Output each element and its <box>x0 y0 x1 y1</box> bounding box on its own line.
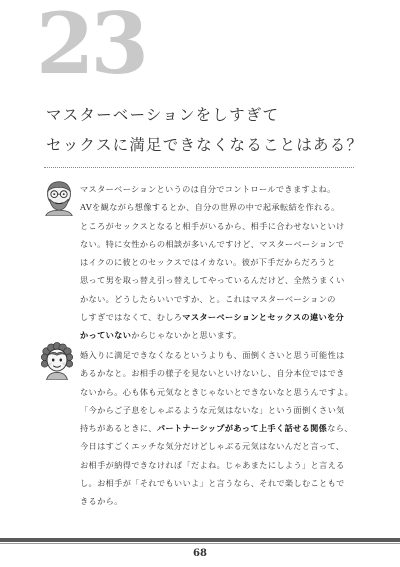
woman-curly-hair-avatar <box>38 342 76 380</box>
title-line-2: セックスに満足できなくなることはある？ <box>46 136 364 154</box>
text-fragment: しすぎではなくて、むしろ <box>80 312 183 323</box>
text-line: ないから。心も体も元気なときじゃないとできないなと思うんですよ。 <box>80 386 354 397</box>
text-line <box>80 419 368 437</box>
text-line: はイクのに彼とのセックスではイカない。彼が下手だからだろうと <box>80 257 336 268</box>
dotted-divider <box>44 167 354 168</box>
text-fragment: 持ちがあるときに、 <box>80 423 157 434</box>
text-line: マスターベーションというのは自分でコントロールできますよね。 <box>80 184 336 194</box>
text-line: 「今からご子息をしゃぶるような元気はないな」という面倒くさい気 <box>80 404 345 415</box>
text-line <box>80 308 368 326</box>
text-line: ない。特に女性からの相談が多いんですけど、マスターベーションで <box>80 238 345 249</box>
text-line <box>80 326 368 344</box>
text-fragment: からじゃないかと思います。 <box>131 330 242 341</box>
text-line: AVを観ながら想像するとか、自分の世界の中で起承転結を作れる。 <box>80 202 340 213</box>
text-line: かない。どうしたらいいですか、と。これはマスターベーションの <box>80 293 336 304</box>
text-line: ところがセックスとなると相手がいるから、相手に合わせないといけ <box>80 220 345 231</box>
bearded-man-glasses-avatar <box>40 178 78 216</box>
chapter-number: 23 <box>36 0 145 93</box>
text-fragment: なら、 <box>327 423 353 434</box>
footer-rule <box>0 538 400 542</box>
footer-rule-thin <box>0 543 400 544</box>
text-line: お相手が納得できなければ「だよね。じゃあまたにしよう」と言える <box>80 459 345 470</box>
text-line: あるかなと。お相手の様子を見ないといけないし、自分本位ではでき <box>80 368 345 379</box>
emphasis-text: マスターベーションとセックスの違いを分 <box>182 312 345 323</box>
text-line: 思って男を取っ替え引っ替えしてやっているんだけど、全然うまくい <box>80 275 345 286</box>
comment-2-text <box>80 346 368 511</box>
text-line: きるから。 <box>80 496 123 507</box>
page-number: 68 <box>193 548 207 559</box>
text-line: 今日はすごくエッチな気分だけどしゃぶる元気はないんだと言って、 <box>80 441 345 452</box>
emphasis-text: パートナーシップがあって上手く話せる関係 <box>156 423 328 434</box>
text-line: 婚入りに満足できなくなるというよりも、面倒くさいと思う可能性は <box>80 350 345 360</box>
text-line: し。お相手が「それでもいいよ」と言うなら、それで楽しむこともで <box>80 478 345 489</box>
title-line-1: マスターベーションをしすぎて <box>46 106 280 124</box>
comment-1-text <box>80 180 368 345</box>
emphasis-text: かっていない <box>80 330 132 341</box>
chapter-title <box>46 100 376 160</box>
